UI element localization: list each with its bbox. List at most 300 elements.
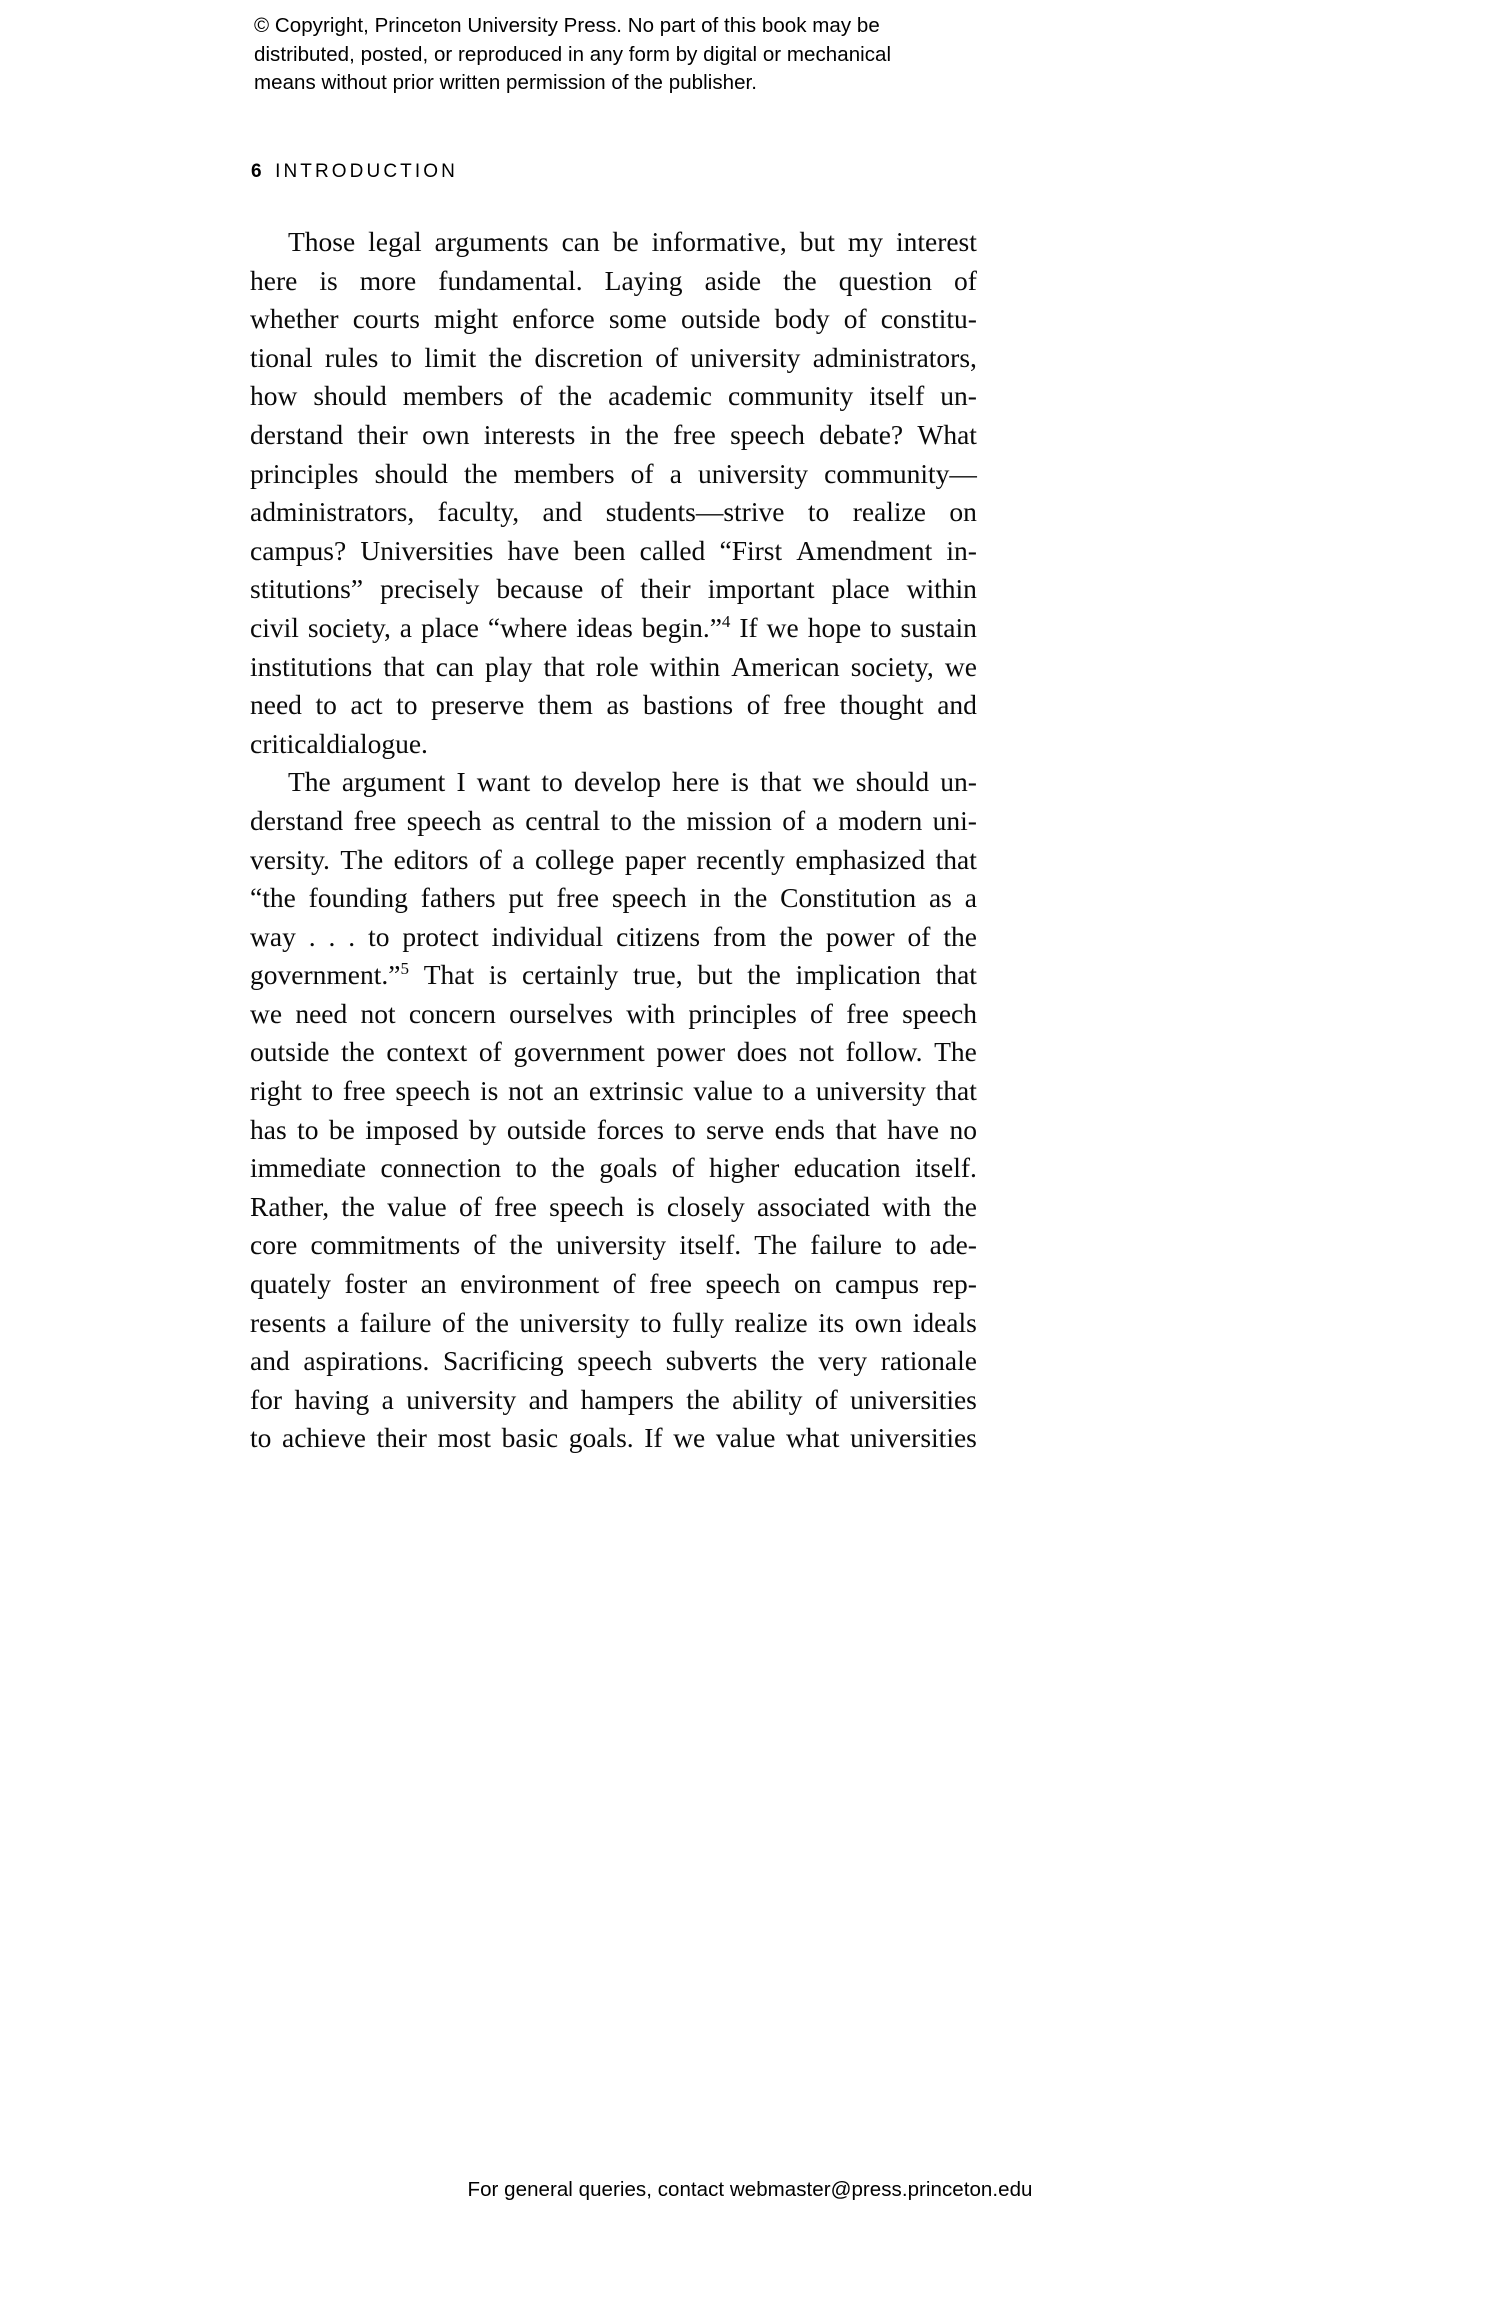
word: speech (730, 418, 805, 450)
word: Those (288, 226, 356, 257)
word: true, (632, 959, 683, 991)
word: is (636, 1190, 655, 1222)
word: free (783, 689, 826, 721)
word: forces (596, 1113, 664, 1145)
word: itself. (915, 1152, 977, 1184)
word: ideas (576, 611, 633, 643)
word: concern (408, 997, 496, 1029)
word: and (250, 1345, 290, 1377)
text-line (250, 921, 977, 960)
word: citizens (616, 920, 701, 952)
word: act (350, 689, 383, 721)
word: The (754, 1229, 798, 1261)
word: education (793, 1152, 901, 1184)
book-page (239, 0, 1261, 2310)
word: be (612, 226, 639, 257)
word: members (513, 457, 615, 489)
word: we (250, 997, 283, 1029)
text-line (250, 303, 977, 342)
word: place (831, 573, 890, 605)
copyright-line: means without prior written permission of the publisher. (254, 71, 758, 94)
word: “the (250, 882, 296, 914)
word: the (747, 959, 781, 991)
word: can (561, 226, 600, 257)
word: “First (719, 534, 783, 566)
word: civil (250, 611, 299, 643)
text-line (250, 689, 977, 728)
word: their (376, 1422, 427, 1454)
word: here (672, 766, 720, 798)
word: outside (681, 303, 761, 335)
word: government (513, 1036, 645, 1068)
word: as (928, 882, 952, 914)
word: implication (795, 959, 921, 991)
word: university (406, 1383, 517, 1415)
paragraph (250, 766, 977, 1461)
word: American (731, 650, 840, 682)
word: I (456, 766, 466, 798)
word: to (610, 804, 632, 836)
word: we (673, 1422, 706, 1454)
word: of (746, 689, 770, 721)
word: on (793, 1268, 822, 1300)
word: not (360, 997, 396, 1029)
word: begin.”$^4$ (641, 611, 731, 643)
word: an (553, 1075, 580, 1107)
word: basic (501, 1422, 559, 1454)
word: have (887, 1113, 940, 1145)
word: fully (672, 1306, 724, 1338)
word: administrators, (812, 341, 977, 373)
word: community— (824, 457, 977, 489)
word: The (934, 1036, 977, 1068)
word: arguments (434, 226, 549, 257)
word: to (311, 1075, 334, 1107)
text-line (250, 959, 977, 998)
word: free (673, 418, 716, 450)
text-line (250, 651, 977, 690)
body-text (250, 226, 977, 1461)
word: rep- (932, 1268, 977, 1300)
text-line (250, 1268, 977, 1307)
word: of (478, 1036, 502, 1068)
word: That (423, 959, 475, 991)
word: the (686, 1383, 720, 1415)
word: the (509, 1229, 543, 1261)
word: very (818, 1345, 868, 1377)
word: in (699, 882, 721, 914)
word: If (644, 1422, 663, 1454)
word: higher (709, 1152, 780, 1184)
word: to (640, 1306, 662, 1338)
word: enforce (512, 303, 595, 335)
word: dialogue. (326, 727, 428, 759)
paragraph (250, 226, 977, 766)
word: speech (395, 1075, 471, 1107)
word: environment (460, 1268, 600, 1300)
word: stitutions” (250, 573, 364, 605)
text-line (250, 1422, 977, 1461)
word: closely (666, 1190, 745, 1222)
word: rules (324, 341, 379, 373)
word: universities (850, 1422, 977, 1454)
word: a (399, 611, 412, 643)
text-line (250, 573, 977, 612)
word: by (468, 1113, 497, 1145)
word: certainly (522, 959, 619, 991)
word: as (606, 689, 630, 721)
word: is (480, 1075, 499, 1107)
word: the (464, 457, 498, 489)
word: discretion (534, 341, 643, 373)
word: ends (774, 1113, 826, 1145)
word: the (488, 341, 523, 373)
word: “where (487, 611, 568, 643)
text-line (250, 728, 977, 767)
word: quately (250, 1268, 331, 1300)
copyright-notice (254, 12, 909, 98)
word: modern (838, 804, 923, 836)
word: of (782, 804, 806, 836)
word: a (815, 804, 828, 836)
word: the (551, 1152, 585, 1184)
word: itself (869, 380, 925, 412)
word: of (519, 380, 543, 412)
word: we (766, 611, 799, 643)
word: a (512, 843, 525, 875)
word: speech (549, 1190, 624, 1222)
word: constitu- (880, 303, 977, 335)
word: of (810, 997, 833, 1029)
word: to (541, 766, 563, 798)
word: the (341, 1190, 375, 1222)
word: of (907, 920, 931, 952)
word: to (396, 689, 418, 721)
word: aside (704, 264, 762, 296)
word: and (937, 689, 977, 721)
word: and (528, 1383, 569, 1415)
text-line (250, 419, 977, 458)
word: uni- (932, 804, 977, 836)
word: argument (341, 766, 446, 798)
text-line (250, 882, 977, 921)
word: government.”$^5$ (250, 959, 409, 991)
word: speech (902, 997, 977, 1029)
word: subverts (665, 1345, 758, 1377)
word: the (733, 882, 768, 914)
text-line (250, 265, 977, 304)
word: universities (850, 1383, 977, 1415)
word: faculty, (437, 496, 520, 528)
word: own (422, 418, 470, 450)
text-line (250, 380, 977, 419)
page-footer: For general queries, contact webmaster@press.princeton.edu (467, 2178, 1033, 2201)
word: university (698, 457, 809, 489)
word: should (313, 380, 387, 412)
word: of (612, 1268, 636, 1300)
word: resents (250, 1306, 327, 1338)
word: a (336, 1306, 350, 1338)
word: Rather, (250, 1190, 330, 1222)
word: core (250, 1229, 298, 1261)
word: of (655, 341, 679, 373)
word: is (730, 766, 749, 798)
copyright-line: distributed, posted, or reproduced in any form by digital or mechanical (254, 42, 892, 66)
word: failure (810, 1229, 882, 1261)
word: that (543, 650, 585, 682)
word: ability (732, 1383, 803, 1415)
word: fundamental. (438, 264, 583, 296)
word: outside (250, 1036, 330, 1068)
word: aspirations. (303, 1345, 430, 1377)
word: some (608, 303, 667, 335)
word: called (639, 534, 706, 566)
word: that (760, 766, 802, 798)
word: free (846, 997, 889, 1029)
word: been (573, 534, 626, 566)
word: should (855, 766, 930, 798)
word: free (494, 1190, 537, 1222)
word: not (798, 1036, 834, 1068)
word: derstand (250, 804, 344, 836)
word: of (843, 303, 867, 335)
word: principles (688, 997, 797, 1029)
word: institutions (250, 650, 373, 682)
word: founding (308, 882, 408, 914)
word: of (459, 1190, 482, 1222)
word: What (917, 418, 977, 450)
word: paper (624, 843, 686, 875)
word: courts (352, 303, 420, 335)
word: develop (573, 766, 661, 798)
word: speech (705, 1268, 781, 1300)
text-line (250, 844, 977, 883)
word: itself. (679, 1229, 742, 1261)
word: the (943, 920, 977, 952)
word: is (319, 264, 338, 296)
word: Constitution (780, 882, 917, 914)
word: protect (402, 920, 479, 952)
text-line (250, 342, 977, 381)
word: own (854, 1306, 903, 1338)
word: to (674, 1113, 696, 1145)
word: debate? (819, 418, 904, 450)
word: value (387, 1190, 447, 1222)
word: central (525, 804, 601, 836)
word: that (383, 650, 425, 682)
text-line (250, 535, 977, 574)
word: immediate (250, 1152, 367, 1184)
word: a (964, 882, 977, 914)
word: power (656, 1036, 726, 1068)
word: having (294, 1383, 370, 1415)
text-line (250, 496, 977, 535)
word: we (944, 650, 977, 682)
word: rationale (880, 1345, 977, 1377)
word: preserve (431, 689, 525, 721)
word: not (508, 1075, 544, 1107)
word: an (420, 1268, 447, 1300)
word: the (943, 1190, 977, 1222)
word: un- (940, 766, 977, 798)
word: does (736, 1036, 788, 1068)
word: right (250, 1075, 302, 1107)
text-line (250, 1229, 977, 1268)
word: free (556, 882, 600, 914)
word: we (812, 766, 845, 798)
word: Laying (604, 264, 683, 296)
word: with (882, 1190, 932, 1222)
word: has (250, 1113, 287, 1145)
word: can (435, 650, 474, 682)
word: have (507, 534, 560, 566)
word: connection (380, 1152, 502, 1184)
word: power (825, 920, 895, 952)
word: way (250, 920, 296, 952)
chapter-title: INTRODUCTION (275, 161, 458, 182)
text-line (250, 1191, 977, 1230)
word: interests (483, 418, 576, 450)
word: whether (250, 303, 339, 335)
word: ade- (929, 1229, 977, 1261)
word: might (434, 303, 499, 335)
word: goals (599, 1152, 658, 1184)
word: my (847, 226, 883, 257)
word: value (693, 1075, 753, 1107)
word: the (475, 1306, 510, 1338)
word: extrinsic (588, 1075, 684, 1107)
page-number: 6 (251, 161, 263, 182)
word: need (295, 997, 348, 1029)
word: should (374, 457, 448, 489)
text-line (250, 1075, 977, 1114)
word: to (250, 1422, 272, 1454)
word: the (771, 1345, 805, 1377)
word: want (476, 766, 531, 798)
word: is (488, 959, 508, 991)
word: more (359, 264, 417, 296)
text-line (250, 1384, 977, 1423)
word: individual (491, 920, 604, 952)
word: play (485, 650, 533, 682)
word: students—strive (605, 496, 785, 528)
word: place (420, 611, 479, 643)
word: administrators, (250, 496, 415, 528)
word: speech (611, 882, 687, 914)
word: role (595, 650, 639, 682)
word: but (697, 959, 733, 991)
text-line (250, 1114, 977, 1153)
word: of (954, 264, 977, 296)
word: failure (359, 1306, 432, 1338)
word: Amendment (796, 534, 933, 566)
word: sustain (900, 611, 977, 643)
word: members (402, 380, 504, 412)
text-line (250, 998, 977, 1037)
word: outside (506, 1113, 587, 1145)
word: free (342, 1075, 386, 1107)
word: goals. (568, 1422, 634, 1454)
word: from (712, 920, 767, 952)
word: informative, (651, 226, 787, 257)
word: bastions (642, 689, 734, 721)
word: to (762, 1075, 785, 1107)
word: to (390, 341, 413, 373)
word: speech (577, 1345, 653, 1377)
word: university (815, 1075, 926, 1107)
word: to (515, 1152, 537, 1184)
word: speech (406, 804, 482, 836)
word: achieve (281, 1422, 366, 1454)
word: Universities (360, 534, 494, 566)
word: that (835, 1113, 877, 1145)
word: be (328, 1113, 355, 1145)
running-head (251, 160, 458, 184)
word: here (250, 264, 298, 296)
text-line (250, 1152, 977, 1191)
word: thought (839, 689, 924, 721)
word: of (814, 1383, 838, 1415)
word: serve (706, 1113, 765, 1145)
word: of (630, 457, 654, 489)
word: commitments (310, 1229, 461, 1261)
word: The (340, 843, 384, 875)
text-line (250, 226, 977, 265)
word: recently (696, 843, 785, 875)
word: The (288, 766, 331, 798)
text-line (250, 612, 977, 651)
word: their (357, 418, 408, 450)
word: within (649, 650, 721, 682)
word: ideals (912, 1306, 977, 1338)
word: value (715, 1422, 776, 1454)
word: within (906, 573, 977, 605)
word: of (478, 843, 502, 875)
word: versity. (250, 843, 330, 875)
word: imposed (365, 1113, 459, 1145)
word: put (508, 882, 544, 914)
word: to (315, 689, 337, 721)
word: to (807, 496, 830, 528)
word: the (341, 1036, 375, 1068)
word: to (870, 611, 892, 643)
word: ourselves (509, 997, 613, 1029)
word: college (534, 843, 615, 875)
word: the (783, 264, 817, 296)
word: fathers (420, 882, 496, 914)
word: them (537, 689, 593, 721)
word: its (818, 1306, 845, 1338)
word: that (935, 1075, 977, 1107)
word: . (308, 920, 316, 952)
word: . (328, 920, 336, 952)
word: question (838, 264, 932, 296)
word: principles (250, 457, 359, 489)
word: their (640, 573, 691, 605)
word: campus (835, 1268, 920, 1300)
word: to (895, 1229, 917, 1261)
word: of (600, 573, 624, 605)
word: un- (940, 380, 977, 412)
word: legal (368, 226, 422, 257)
word: context (386, 1036, 468, 1068)
word: academic (608, 380, 712, 412)
word: the (642, 804, 676, 836)
word: Sacrificing (443, 1345, 564, 1377)
word: editors (393, 843, 469, 875)
word: campus? (250, 534, 347, 566)
word: most (437, 1422, 492, 1454)
